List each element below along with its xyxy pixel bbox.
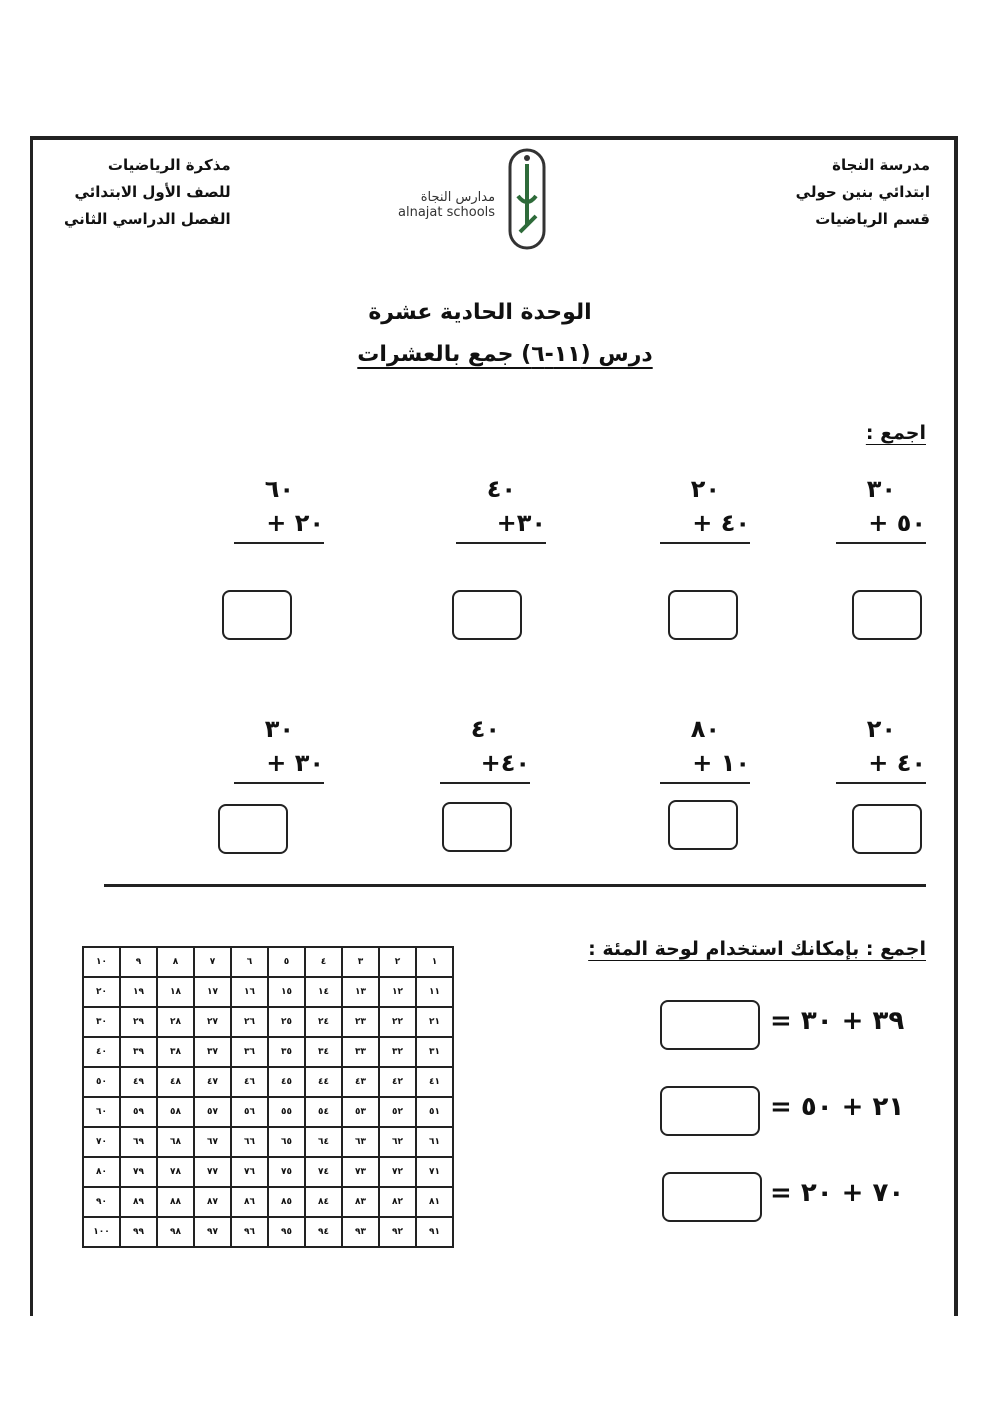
addend-bottom: ١٠ + [692, 749, 750, 777]
hundred-board-cell: ٩٤ [305, 1217, 342, 1247]
addend-top: ٨٠ [690, 715, 720, 743]
hundred-board-cell: ٥٥ [268, 1097, 305, 1127]
hundred-board-cell: ٥٧ [194, 1097, 231, 1127]
equation-2-answer-box[interactable] [660, 1086, 760, 1136]
logo-caption [398, 190, 495, 220]
problem-r2-2 [640, 712, 750, 784]
hundred-board-cell: ٣٣ [342, 1037, 379, 1067]
hundred-board-cell: ٩٠ [83, 1187, 120, 1217]
addend-top: ٣٠ [264, 715, 294, 743]
hundred-board-cell: ٤٠ [83, 1037, 120, 1067]
semester-label: الفصل الدراسي الثاني [64, 210, 231, 228]
hundred-board-cell: ٩١ [416, 1217, 453, 1247]
hundred-board-cell: ٨١ [416, 1187, 453, 1217]
hundred-board-cell: ٤٣ [342, 1067, 379, 1097]
hundred-board-cell: ٩٢ [379, 1217, 416, 1247]
hundred-board-cell: ٣ [342, 947, 379, 977]
booklet-title: مذكرة الرياضيات [107, 156, 231, 174]
hundred-board-cell: ٨٧ [194, 1187, 231, 1217]
hundred-board-cell: ٣٦ [231, 1037, 268, 1067]
hundred-board-cell: ٤٥ [268, 1067, 305, 1097]
logo-latin: alnajat schools [398, 205, 496, 220]
hundred-board-cell: ٨٤ [305, 1187, 342, 1217]
addend-bottom: ٣٠+ [496, 509, 546, 537]
hundred-board-row [83, 1157, 453, 1187]
hundred-board-cell: ٦٩ [120, 1127, 157, 1157]
problem-r1-1 [816, 472, 926, 544]
hundred-board-cell: ٦ [231, 947, 268, 977]
equation-3: ٧٠ + ٢٠ = [770, 1178, 905, 1208]
addend-bottom: ٤٠+ [480, 749, 530, 777]
hundred-board-cell: ٤١ [416, 1067, 453, 1097]
sum-line [456, 542, 546, 544]
hundred-board-cell: ٥٤ [305, 1097, 342, 1127]
school-branch: ابتدائي بنين حولي [795, 183, 930, 201]
hundred-board-cell: ١٩ [120, 977, 157, 1007]
sum-line [660, 782, 750, 784]
hundred-board-cell: ١٥ [268, 977, 305, 1007]
hundred-board-cell: ٩ [120, 947, 157, 977]
addend-top: ٢٠ [866, 715, 896, 743]
equation-1: ٣٩ + ٣٠ = [770, 1006, 905, 1036]
section-divider [104, 884, 926, 887]
hundred-board-row [83, 1097, 453, 1127]
hundred-board-cell: ٩٧ [194, 1217, 231, 1247]
addend-bottom: ٤٠ + [868, 749, 926, 777]
hundred-board-cell: ٧٨ [157, 1157, 194, 1187]
hundred-board-cell: ٥٢ [379, 1097, 416, 1127]
hundred-board-cell: ٦٢ [379, 1127, 416, 1157]
hundred-board-cell: ٦٤ [305, 1127, 342, 1157]
hundred-board-row [83, 977, 453, 1007]
hundred-board-cell: ٣٤ [305, 1037, 342, 1067]
addend-top: ٤٠ [486, 475, 516, 503]
sum-line [836, 542, 926, 544]
hundred-board-cell: ٨٠ [83, 1157, 120, 1187]
problem-r1-4 [214, 472, 324, 544]
hundred-board-row [83, 1187, 453, 1217]
answer-box-r2-2[interactable] [668, 800, 738, 850]
hundred-board-cell: ٨٥ [268, 1187, 305, 1217]
answer-box-r1-1[interactable] [852, 590, 922, 640]
hundred-board-cell: ٤٧ [194, 1067, 231, 1097]
hundred-board-cell: ٦٨ [157, 1127, 194, 1157]
hundred-board-cell: ٤٦ [231, 1067, 268, 1097]
hundred-board-row [83, 1127, 453, 1157]
hundred-board-cell: ٧٩ [120, 1157, 157, 1187]
hundred-board-cell: ٣٨ [157, 1037, 194, 1067]
addend-top: ٣٠ [866, 475, 896, 503]
hundred-board-cell: ٧٥ [268, 1157, 305, 1187]
hundred-board-row [83, 1007, 453, 1037]
problem-r2-3 [420, 712, 530, 784]
section2-label: اجمع : بإمكانك استخدام لوحة المئة : [588, 938, 926, 960]
lesson-title: درس (١١-٦) جمع بالعشرات [357, 342, 653, 367]
hundred-board-cell: ١٨ [157, 977, 194, 1007]
answer-box-r2-3[interactable] [442, 802, 512, 852]
hundred-board-cell: ٢٣ [342, 1007, 379, 1037]
hundred-board-cell: ٧٢ [379, 1157, 416, 1187]
hundred-board-cell: ٧٧ [194, 1157, 231, 1187]
department: قسم الرياضيات [815, 210, 930, 228]
hundred-board-cell: ٦٦ [231, 1127, 268, 1157]
addend-bottom: ٢٠ + [266, 509, 324, 537]
equation-1-answer-box[interactable] [660, 1000, 760, 1050]
hundred-board-row [83, 1037, 453, 1067]
hundred-board-cell: ١٤ [305, 977, 342, 1007]
hundred-board-cell: ٧ [194, 947, 231, 977]
hundred-board-cell: ١٦ [231, 977, 268, 1007]
hundred-board-cell: ١٣ [342, 977, 379, 1007]
hundred-board-cell: ٣٢ [379, 1037, 416, 1067]
hundred-board-row [83, 1067, 453, 1097]
section1-label: اجمع : [865, 422, 926, 444]
hundred-board-cell: ٤٨ [157, 1067, 194, 1097]
hundred-board-cell: ١٠٠ [83, 1217, 120, 1247]
hundred-board-cell: ٢٨ [157, 1007, 194, 1037]
problem-r2-1 [816, 712, 926, 784]
hundred-board-cell: ٨٦ [231, 1187, 268, 1217]
school-header [796, 152, 930, 233]
hundred-board-cell: ٧٣ [342, 1157, 379, 1187]
hundred-board-cell: ٥٦ [231, 1097, 268, 1127]
hundred-board-cell: ٥١ [416, 1097, 453, 1127]
addend-bottom: ٣٠ + [266, 749, 324, 777]
hundred-board-cell: ٢٥ [268, 1007, 305, 1037]
hundred-board-cell: ٣٠ [83, 1007, 120, 1037]
problem-r2-4 [214, 712, 324, 784]
addend-top: ٤٠ [470, 715, 500, 743]
hundred-board-cell: ٢٦ [231, 1007, 268, 1037]
hundred-board-cell: ٩٣ [342, 1217, 379, 1247]
hundred-board-cell: ٤٢ [379, 1067, 416, 1097]
hundred-board-cell: ٤ [305, 947, 342, 977]
hundred-board-cell: ٩٥ [268, 1217, 305, 1247]
hundred-board-cell: ٧٦ [231, 1157, 268, 1187]
answer-box-r2-1[interactable] [852, 804, 922, 854]
problem-r1-2 [640, 472, 750, 544]
hundred-board-cell: ٧٤ [305, 1157, 342, 1187]
hundred-board-cell: ٢١ [416, 1007, 453, 1037]
hundred-board-cell: ٨٨ [157, 1187, 194, 1217]
hundred-board-cell: ٣٧ [194, 1037, 231, 1067]
sum-line [660, 542, 750, 544]
hundred-board-row [83, 1217, 453, 1247]
hundred-board-cell: ٢٧ [194, 1007, 231, 1037]
answer-box-r1-3[interactable] [452, 590, 522, 640]
hundred-board-cell: ٢٢ [379, 1007, 416, 1037]
hundred-board-cell: ١ [416, 947, 453, 977]
hundred-board-cell: ٩٦ [231, 1217, 268, 1247]
hundred-board-cell: ٥ [268, 947, 305, 977]
hundred-board-cell: ٥٩ [120, 1097, 157, 1127]
hundred-board-cell: ٣٥ [268, 1037, 305, 1067]
hundred-board-cell: ٢٩ [120, 1007, 157, 1037]
hundred-board-cell: ٧٠ [83, 1127, 120, 1157]
hundred-board-cell: ٨٣ [342, 1187, 379, 1217]
hundred-board-cell: ٤٩ [120, 1067, 157, 1097]
sum-line [234, 542, 324, 544]
hundred-board-cell: ٨ [157, 947, 194, 977]
booklet-header [64, 152, 231, 233]
hundred-board-cell: ٨٩ [120, 1187, 157, 1217]
unit-title: الوحدة الحادية عشرة [368, 300, 592, 325]
hundred-board-cell: ٤٤ [305, 1067, 342, 1097]
hundred-board-row [83, 947, 453, 977]
hundred-board-cell: ٦٧ [194, 1127, 231, 1157]
hundred-board-cell: ٥٨ [157, 1097, 194, 1127]
hundred-board-cell: ٦٣ [342, 1127, 379, 1157]
grade-label: للصف الأول الابتدائي [74, 183, 231, 201]
hundred-board-cell: ٩٨ [157, 1217, 194, 1247]
school-name: مدرسة النجاة [832, 156, 930, 174]
addend-top: ٢٠ [690, 475, 720, 503]
hundred-board-cell: ٧١ [416, 1157, 453, 1187]
hundred-board-cell: ١٢ [379, 977, 416, 1007]
logo-arabic: مدارس النجاة [420, 190, 496, 205]
hundred-board-cell: ٥٣ [342, 1097, 379, 1127]
hundred-board-cell: ١٧ [194, 977, 231, 1007]
hundred-board-cell: ٢٠ [83, 977, 120, 1007]
hundred-board-cell: ١٠ [83, 947, 120, 977]
sum-line [234, 782, 324, 784]
hundred-board-cell: ٢٤ [305, 1007, 342, 1037]
answer-box-r2-4[interactable] [218, 804, 288, 854]
answer-box-r1-2[interactable] [668, 590, 738, 640]
problem-r1-3 [436, 472, 546, 544]
sum-line [836, 782, 926, 784]
equation-3-answer-box[interactable] [662, 1172, 762, 1222]
sum-line [440, 782, 530, 784]
hundred-board-cell: ١١ [416, 977, 453, 1007]
equation-2: ٢١ + ٥٠ = [770, 1092, 905, 1122]
hundred-board-cell: ٦٥ [268, 1127, 305, 1157]
answer-box-r1-4[interactable] [222, 590, 292, 640]
hundred-board-cell: ٢ [379, 947, 416, 977]
hundred-board-cell: ٥٠ [83, 1067, 120, 1097]
hundred-board-cell: ٦١ [416, 1127, 453, 1157]
addend-top: ٦٠ [264, 475, 294, 503]
addend-bottom: ٥٠ + [868, 509, 926, 537]
hundred-board-cell: ٣١ [416, 1037, 453, 1067]
hundred-board [82, 946, 454, 1248]
hundred-board-cell: ٨٢ [379, 1187, 416, 1217]
hundred-board-cell: ٩٩ [120, 1217, 157, 1247]
addend-bottom: ٤٠ + [692, 509, 750, 537]
hundred-board-cell: ٣٩ [120, 1037, 157, 1067]
hundred-board-cell: ٦٠ [83, 1097, 120, 1127]
